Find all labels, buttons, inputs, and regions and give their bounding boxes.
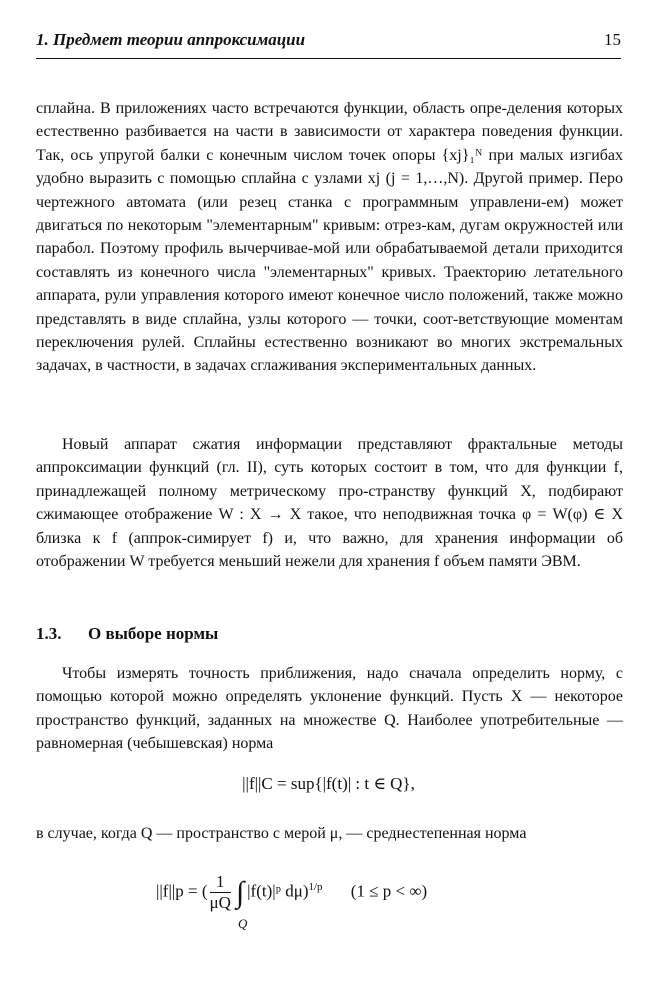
section-title: О выборе нормы — [88, 624, 219, 643]
fraction-denominator: μQ — [209, 893, 231, 912]
running-head — [36, 30, 621, 54]
formula-uniform-norm: ||f||C = sup{|f(t)| : t ∈ Q}, — [242, 774, 415, 793]
p-norm-exponent: 1/p — [308, 880, 323, 893]
paragraph-measure: в случае, когда Q — пространство с мерой μ, — среднестепенная норма — [36, 825, 527, 842]
chapter-title: 1. Предмет теории аппроксимации — [36, 30, 306, 49]
p-norm-lhs: ||f||p = ( — [156, 881, 208, 901]
integral-sign: ∫ Q — [235, 875, 248, 931]
section-number: 1.3. — [36, 624, 62, 643]
fraction-numerator: 1 — [210, 872, 231, 893]
header-rule — [36, 58, 621, 59]
paragraph-fractal: Новый аппарат сжатия информации представляют фрактальные методы аппроксимации функций (гл. II), суть которых состоит в том, что для функции f, принадлежащей полному метрическому про-странству функций X, подбирают сжимающее отображение W : X → X такое, что неподвижная точка φ = W(φ) ∈ X близка к f (аппрок-симирует f) и, что важно, для хранения информации об отображении W требуется меньший нежели для хранения f объем памяти ЭВМ. — [36, 436, 623, 571]
section-heading — [36, 624, 218, 644]
p-norm-condition: (1 ≤ p < ∞) — [350, 881, 428, 901]
p-norm-integrand: |f(t)|ᵖ dμ) — [247, 881, 309, 901]
integral-domain: Q — [237, 915, 248, 931]
paragraph-norm-intro: Чтобы измерять точность приближения, надо сначала определить норму, с помощью которой можно определять уклонение функций. Пусть X — некоторое пространство функций, заданных на множестве Q. Наиболее употребительные — равномерная (чебышевская) норма — [36, 665, 623, 753]
formula-p-norm — [0, 872, 657, 942]
p-norm-fraction — [210, 872, 231, 913]
paragraph-splines: сплайна. В приложениях часто встречаются функции, область опре-деления которых естественно разбивается на части в зависимости от характера поведения функции. Так, ось упругой балки с конечным числом точек опоры {xj}₁ᴺ при малых изгибах удобно выразить с помощью сплайна с узлами xj (j = 1,…,N). Другой пример. Перо чертежного автомата (или резец станка с программным управлени-ем) может двигаться по некоторым "элементарным" кривым: отрез-кам, дугам окружностей или парабол. Поэтому профиль вычерчивае-мой или обрабатываемой детали приходится составлять из конечного числа "элементарных" кривых. Траекторию летательного аппарата, рули управления которого имеют конечное число положений, также можно представлять в виде сплайна, узлы которого — точки, соот-ветствующие моментам переключения рулей. Сплайны естественно возникают во многих экстремальных задачах, в частности, в задачах сглаживания экспериментальных данных. — [36, 100, 623, 375]
page-number: 15 — [604, 30, 621, 49]
